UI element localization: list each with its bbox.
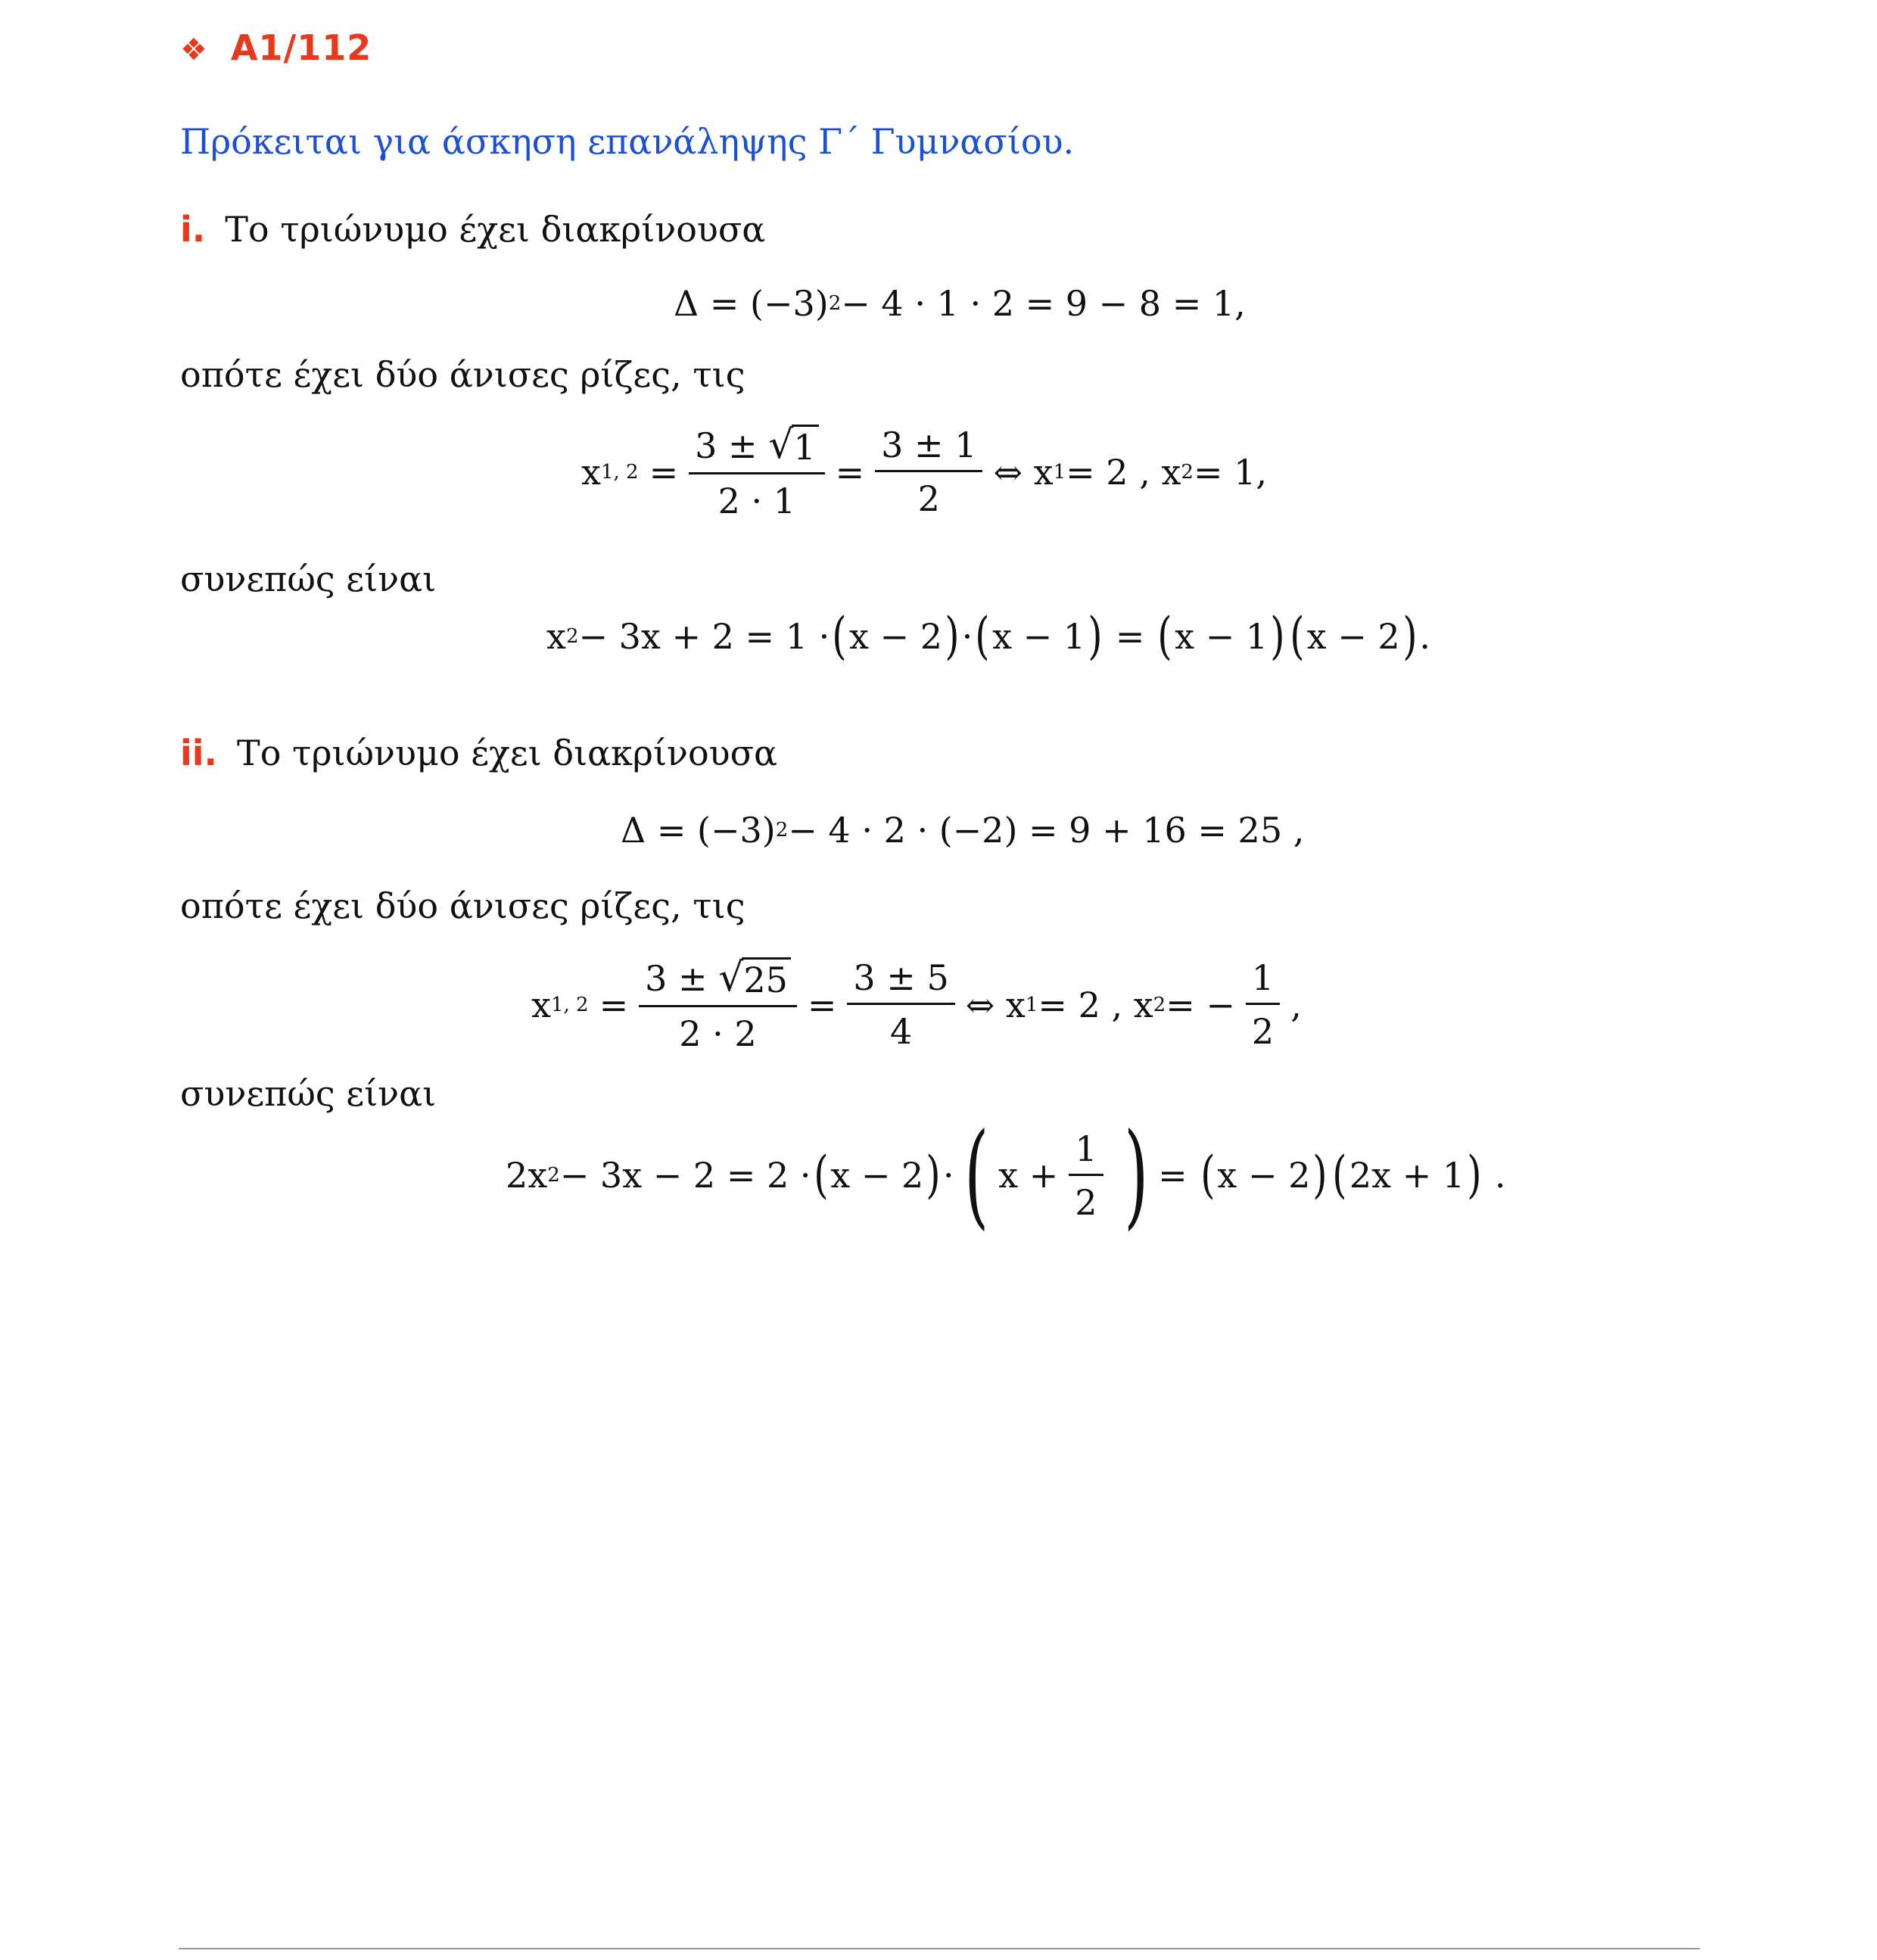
factor-i-p4: x − 2	[1306, 616, 1400, 657]
exercise-number: A1/112	[230, 27, 372, 68]
part-ii-therefore: συνεπώς είναι	[180, 1073, 437, 1114]
roots-ii-tail-2: = 2 , x	[1038, 984, 1153, 1025]
factor-i-p3: x − 1	[1175, 616, 1268, 657]
roots-ii-lhs: x	[531, 984, 551, 1025]
roots-i-fraction-1	[689, 422, 824, 521]
part-ii-roots-text: οπότε έχει δύο άνισες ρίζες, τις	[180, 885, 746, 926]
roots-ii-f2-den: 4	[889, 1011, 913, 1052]
part-ii-lead-text: Το τριώνυμο έχει διακρίνουσα	[237, 733, 778, 773]
roots-i-tail-3: = 1,	[1193, 451, 1267, 493]
part-ii-factorization: 2x 2 − 3x − 2 = 2 · ( x − 2 ) · ( x + $\frac{1}{2}$ ) = ( x − 2 ) ( 2x + 1 ) .	[506, 1109, 1506, 1241]
part-i-roots-text: οπότε έχει δύο άνισες ρίζες, τις	[180, 354, 746, 395]
roots-ii-fraction-2	[847, 957, 954, 1052]
part-i-factorization: x 2 − 3x + 2 = 1 · ( x − 2 ) · ( x − 1 ) = ( x − 1 ) ( x − 2 ) .	[546, 607, 1431, 665]
factor-ii-p3: x − 2	[1217, 1155, 1311, 1196]
part-i-lead-text: Το τριώνυμο έχει διακρίνουσα	[225, 209, 766, 250]
intro-text: Πρόκειται για άσκηση επανάληψης Γ΄ Γυμνασίου.	[180, 121, 1075, 162]
roots-ii-f3-den: 2	[1251, 1011, 1275, 1052]
footer-divider	[179, 1948, 1700, 1949]
factor-ii-b: − 3x − 2 = 2 ·	[559, 1155, 811, 1196]
roots-ii-eq2: =	[807, 984, 837, 1025]
part-i-discriminant: Δ = (−3) 2 − 4 · 1 · 2 = 9 − 8 = 1,	[674, 283, 1246, 324]
factor-i-p2: x − 1	[992, 616, 1086, 657]
part-ii-discriminant: Δ = (−3) 2 − 4 · 2 · (−2) = 9 + 16 = 25 ,	[621, 810, 1305, 851]
factor-ii-a: 2x	[506, 1155, 548, 1196]
sqrt-symbol: √ 1	[768, 422, 818, 468]
roots-ii-f1-num-pre: 3 ±	[645, 958, 719, 999]
factor-i-eq: =	[1115, 616, 1145, 657]
part-i-marker: i.	[180, 209, 206, 250]
roots-i-tail-2: = 2 , x	[1066, 451, 1181, 493]
factor-ii-p4: 2x + 1	[1349, 1155, 1465, 1196]
roots-ii-f3-num: 1	[1246, 957, 1280, 1005]
roots-ii-f1-den: 2 · 2	[679, 1013, 757, 1054]
factor-i-dot: ·	[961, 616, 973, 657]
roots-ii-tail-3: = −	[1166, 984, 1235, 1025]
factor-i-p1: x − 2	[848, 616, 942, 657]
disc-i-part-a: Δ = (−3)	[674, 283, 829, 324]
roots-i-lhs: x	[581, 451, 601, 493]
exercise-title	[180, 27, 372, 68]
roots-ii-f2-num: 3 ± 5	[847, 957, 954, 1005]
part-ii-roots-equation: x 1, 2 = 3 ± √ 25 2 · 2 = $\frac{3 \pm 5}{4}$ ⇔ x 1 = 2 , x 2 = − $\frac{1}{2}$ ,	[531, 955, 1302, 1054]
roots-ii-tail-1: ⇔ x	[965, 984, 1026, 1025]
roots-ii-f1-radicand: 25	[742, 957, 791, 1000]
part-i-lead	[180, 209, 765, 250]
factor-i-a: x	[546, 616, 566, 657]
factor-i-b: − 3x + 2 = 1 ·	[578, 616, 830, 657]
factor-ii-p2-num: 1	[1069, 1128, 1103, 1176]
part-i-roots-equation: x 1, 2 = 3 ± √ 1 2 · 1 = $\frac{3 \pm 1}{2}$ ⇔ x 1 = 2 , x 2 = 1,	[581, 422, 1267, 521]
disc-ii-part-a: Δ = (−3)	[621, 810, 776, 851]
factor-ii-p2-pre: x +	[998, 1155, 1059, 1196]
part-ii-lead	[180, 733, 777, 773]
factor-ii-eq: =	[1158, 1155, 1188, 1196]
roots-i-f2-den: 2	[917, 478, 940, 519]
roots-ii-tail-4: ,	[1290, 984, 1302, 1025]
roots-i-f1-radicand: 1	[792, 425, 818, 468]
roots-i-fraction-2	[875, 425, 982, 519]
roots-ii-fraction-3	[1246, 957, 1280, 1052]
disc-ii-part-b: − 4 · 2 · (−2) = 9 + 16 = 25 ,	[788, 810, 1305, 851]
roots-i-f1-num-pre: 3 ±	[695, 425, 769, 466]
roots-ii-eq1: =	[599, 984, 629, 1025]
part-ii-marker: ii.	[180, 733, 218, 773]
factor-ii-p1: x − 2	[830, 1155, 924, 1196]
diamond-bullet-icon: ❖	[180, 33, 208, 67]
factor-ii-end: .	[1494, 1155, 1506, 1196]
disc-i-part-b: − 4 · 1 · 2 = 9 − 8 = 1,	[841, 283, 1246, 324]
roots-i-f2-num: 3 ± 1	[875, 425, 982, 472]
sqrt-symbol: √ 25	[718, 955, 791, 1000]
part-i-therefore: συνεπώς είναι	[180, 558, 437, 599]
roots-i-eq2: =	[835, 451, 865, 493]
factor-ii-half-fraction	[1069, 1128, 1103, 1223]
factor-i-end: .	[1419, 616, 1431, 657]
factor-ii-p2-den: 2	[1075, 1181, 1097, 1223]
roots-i-f1-den: 2 · 1	[717, 481, 796, 521]
roots-i-tail-1: ⇔ x	[993, 451, 1054, 493]
roots-i-eq1: =	[649, 451, 679, 493]
roots-ii-fraction-1	[639, 955, 797, 1054]
factor-ii-dot: ·	[943, 1155, 954, 1196]
